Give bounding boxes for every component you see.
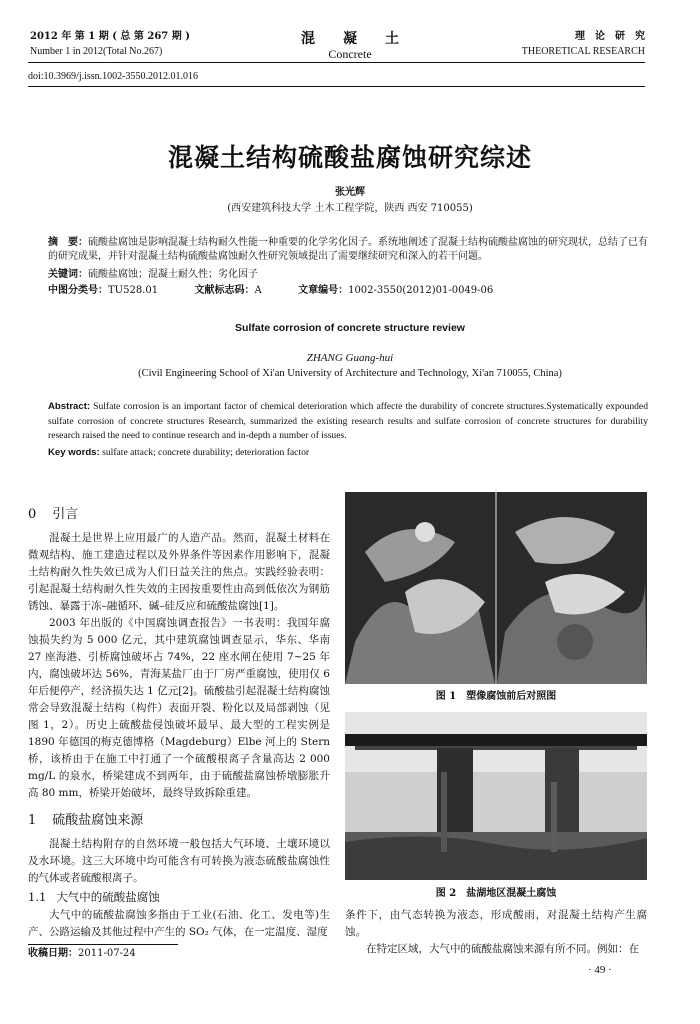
issue-cn: 2012 年 第 1 期 ( 总 第 267 期 ) bbox=[30, 31, 190, 42]
right-column-paragraph-1: 条件下，由气态转换为液态，形成酸雨，对混凝土结构产生腐蚀。 bbox=[345, 909, 647, 938]
keywords-label-cn: 关键词： bbox=[48, 269, 88, 280]
abstract-text-cn: 硫酸盐腐蚀是影响混凝土结构耐久性能一种重要的化学劣化因子。系统地阐述了混凝土结构硫酸盐腐蚀的研究现状，总结了已有的研究成果，并针对混凝土结构硫酸盐腐蚀耐久性研究领域提出了需要继续研究和深入的若干问题。 bbox=[48, 237, 648, 262]
section-1-paragraph-1: 混凝土结构附存的自然环境一般包括大气环境、土壤环境以及水环境。这三大环境中均可能含有可转换为液态硫酸盐腐蚀性的气体或者硫酸根离子。 bbox=[28, 838, 330, 884]
clc-value: TU528.01 bbox=[108, 285, 159, 296]
abstract-cn bbox=[48, 236, 648, 264]
section-0-paragraph-2: 2003 年出版的《中国腐蚀调查报告》一书表明：我国年腐蚀损失约为 5 000 亿元，其中建筑腐蚀调查显示，华东、华南 27 座海港、引桥腐蚀破坏占 74%，22 座水闸在使用 7~25 年内，腐蚀破坏达 56%，青海某盐厂由于厂房严重腐蚀，使用仅 6 年后便停产，经济损失达 1 亿元[2]。硫酸盐引起混凝土结构腐蚀常会导致混凝土结构（构件）表面开裂、粉化以及局部剥蚀（见图 1，2）。历史上硫酸盐侵蚀破坏最早、最大型的工程实例是 1890 年德国的梅克德博格（Magdeburg）Elbe 河上的 Stern 桥，该桥由于在施工中打通了一个硫酸根离子含量高达 2 000 mg/L 的泉水，桥梁建成不到两年，由于硫酸盐腐蚀桥墩膨胀升高 80 mm，桥梁开始破坏，最终导致拆除重建。 bbox=[28, 617, 330, 799]
author-en: ZHANG Guang-hui bbox=[306, 352, 394, 364]
figure-1-caption: 图 1 塑像腐蚀前后对照图 bbox=[435, 691, 557, 702]
issue-en: Number 1 in 2012(Total No.267) bbox=[30, 46, 163, 57]
keywords-label-en: Key words: bbox=[48, 447, 100, 458]
journal-en: Concrete bbox=[328, 47, 372, 61]
figure-2-caption: 图 2 盐湖地区混凝土腐蚀 bbox=[435, 888, 557, 899]
section-0-text bbox=[28, 530, 330, 802]
received-label: 收稿日期： bbox=[28, 948, 78, 959]
section-cn: 理 论 研 究 bbox=[575, 31, 645, 42]
section-0-paragraph-1: 混凝土是世界上应用最广的人造产品。然而，混凝土材料在微观结构、施工建造过程以及外界条件等因素作用影响下，混凝土结构耐久性失效已成为人们日益关注的焦点。实践经验表明：引起混凝土结构耐久性失效的主因按重要性由高到低依次为钢筋锈蚀、暴露于冻–融循环、碱–硅反应和硫酸盐腐蚀[1]。 bbox=[28, 532, 330, 612]
keywords-cn bbox=[48, 268, 258, 282]
article-no-value: 1002-3550(2012)01-0049-06 bbox=[348, 285, 494, 296]
doc-code-value: A bbox=[254, 285, 262, 296]
abstract-label-en: Abstract: bbox=[48, 401, 91, 412]
classification-line bbox=[48, 284, 648, 298]
right-column-text bbox=[345, 907, 647, 958]
doi-rule bbox=[28, 86, 645, 87]
abstract-label-cn: 摘 要： bbox=[48, 237, 88, 248]
right-column-paragraph-2: 在特定区域，大气中的硫酸盐腐蚀来源有所不同。例如：在 bbox=[366, 943, 639, 955]
figure-1-image bbox=[345, 492, 647, 684]
affiliation-en: (Civil Engineering School of Xi'an University of Architecture and Technology, Xi'an 710055, China) bbox=[138, 368, 562, 379]
doi: doi:10.3969/j.issn.1002-3550.2012.01.016 bbox=[28, 71, 199, 82]
section-1-1-number: 1.1 bbox=[28, 890, 47, 904]
affiliation-cn: (西安建筑科技大学 土木工程学院，陕西 西安 710055) bbox=[227, 203, 473, 214]
section-en: THEORETICAL RESEARCH bbox=[521, 46, 645, 57]
section-0-heading bbox=[28, 506, 78, 524]
section-1-number: 1 bbox=[28, 813, 37, 828]
clc-label: 中图分类号： bbox=[48, 285, 108, 296]
section-0-number: 0 bbox=[28, 507, 37, 522]
received-date bbox=[28, 947, 136, 961]
section-1-1-heading bbox=[28, 889, 160, 905]
journal-cn: 混 凝 土 bbox=[301, 31, 399, 47]
section-1-1-paragraph-1: 大气中的硫酸盐腐蚀多指由于工业(石油、化工、发电等)生产、公路运输及其他过程中产生的 SO₂ 气体，在一定温度、湿度 bbox=[28, 909, 330, 938]
author-cn: 张光辉 bbox=[335, 187, 365, 198]
keywords-text-cn: 硫酸盐腐蚀；混凝土耐久性；劣化因子 bbox=[88, 269, 258, 280]
figure-2-image bbox=[345, 712, 647, 880]
section-1-1-text bbox=[28, 907, 330, 941]
abstract-en bbox=[48, 400, 648, 444]
keywords-text-en: sulfate attack; concrete durability; deterioration factor bbox=[102, 447, 310, 458]
footnote-rule bbox=[28, 944, 178, 945]
article-no-label: 文章编号： bbox=[298, 285, 349, 296]
header-rule bbox=[28, 62, 645, 63]
page-number: · 49 · bbox=[588, 964, 612, 976]
section-0-title: 引言 bbox=[52, 507, 79, 522]
section-1-1-title: 大气中的硫酸盐腐蚀 bbox=[56, 890, 160, 904]
section-1-title: 硫酸盐腐蚀来源 bbox=[52, 813, 144, 828]
section-1-text bbox=[28, 836, 330, 887]
abstract-text-en: Sulfate corrosion is an important factor of chemical deterioration which affecte the durability of concrete structures.Systematically expounded sulfate corrosion of concrete structures Research, summarized the existing research results and sulfate corrosion of concrete structures for durability research raised the need to continue research and in-depth a number of issues. bbox=[48, 401, 648, 442]
keywords-en bbox=[48, 447, 648, 458]
article-title-cn: 混凝土结构硫酸盐腐蚀研究综述 bbox=[167, 143, 532, 172]
received-value: 2011-07-24 bbox=[78, 948, 136, 959]
doc-code-label: 文献标志码： bbox=[194, 285, 255, 296]
section-1-heading bbox=[28, 812, 143, 830]
article-title-en: Sulfate corrosion of concrete structure review bbox=[235, 322, 465, 334]
